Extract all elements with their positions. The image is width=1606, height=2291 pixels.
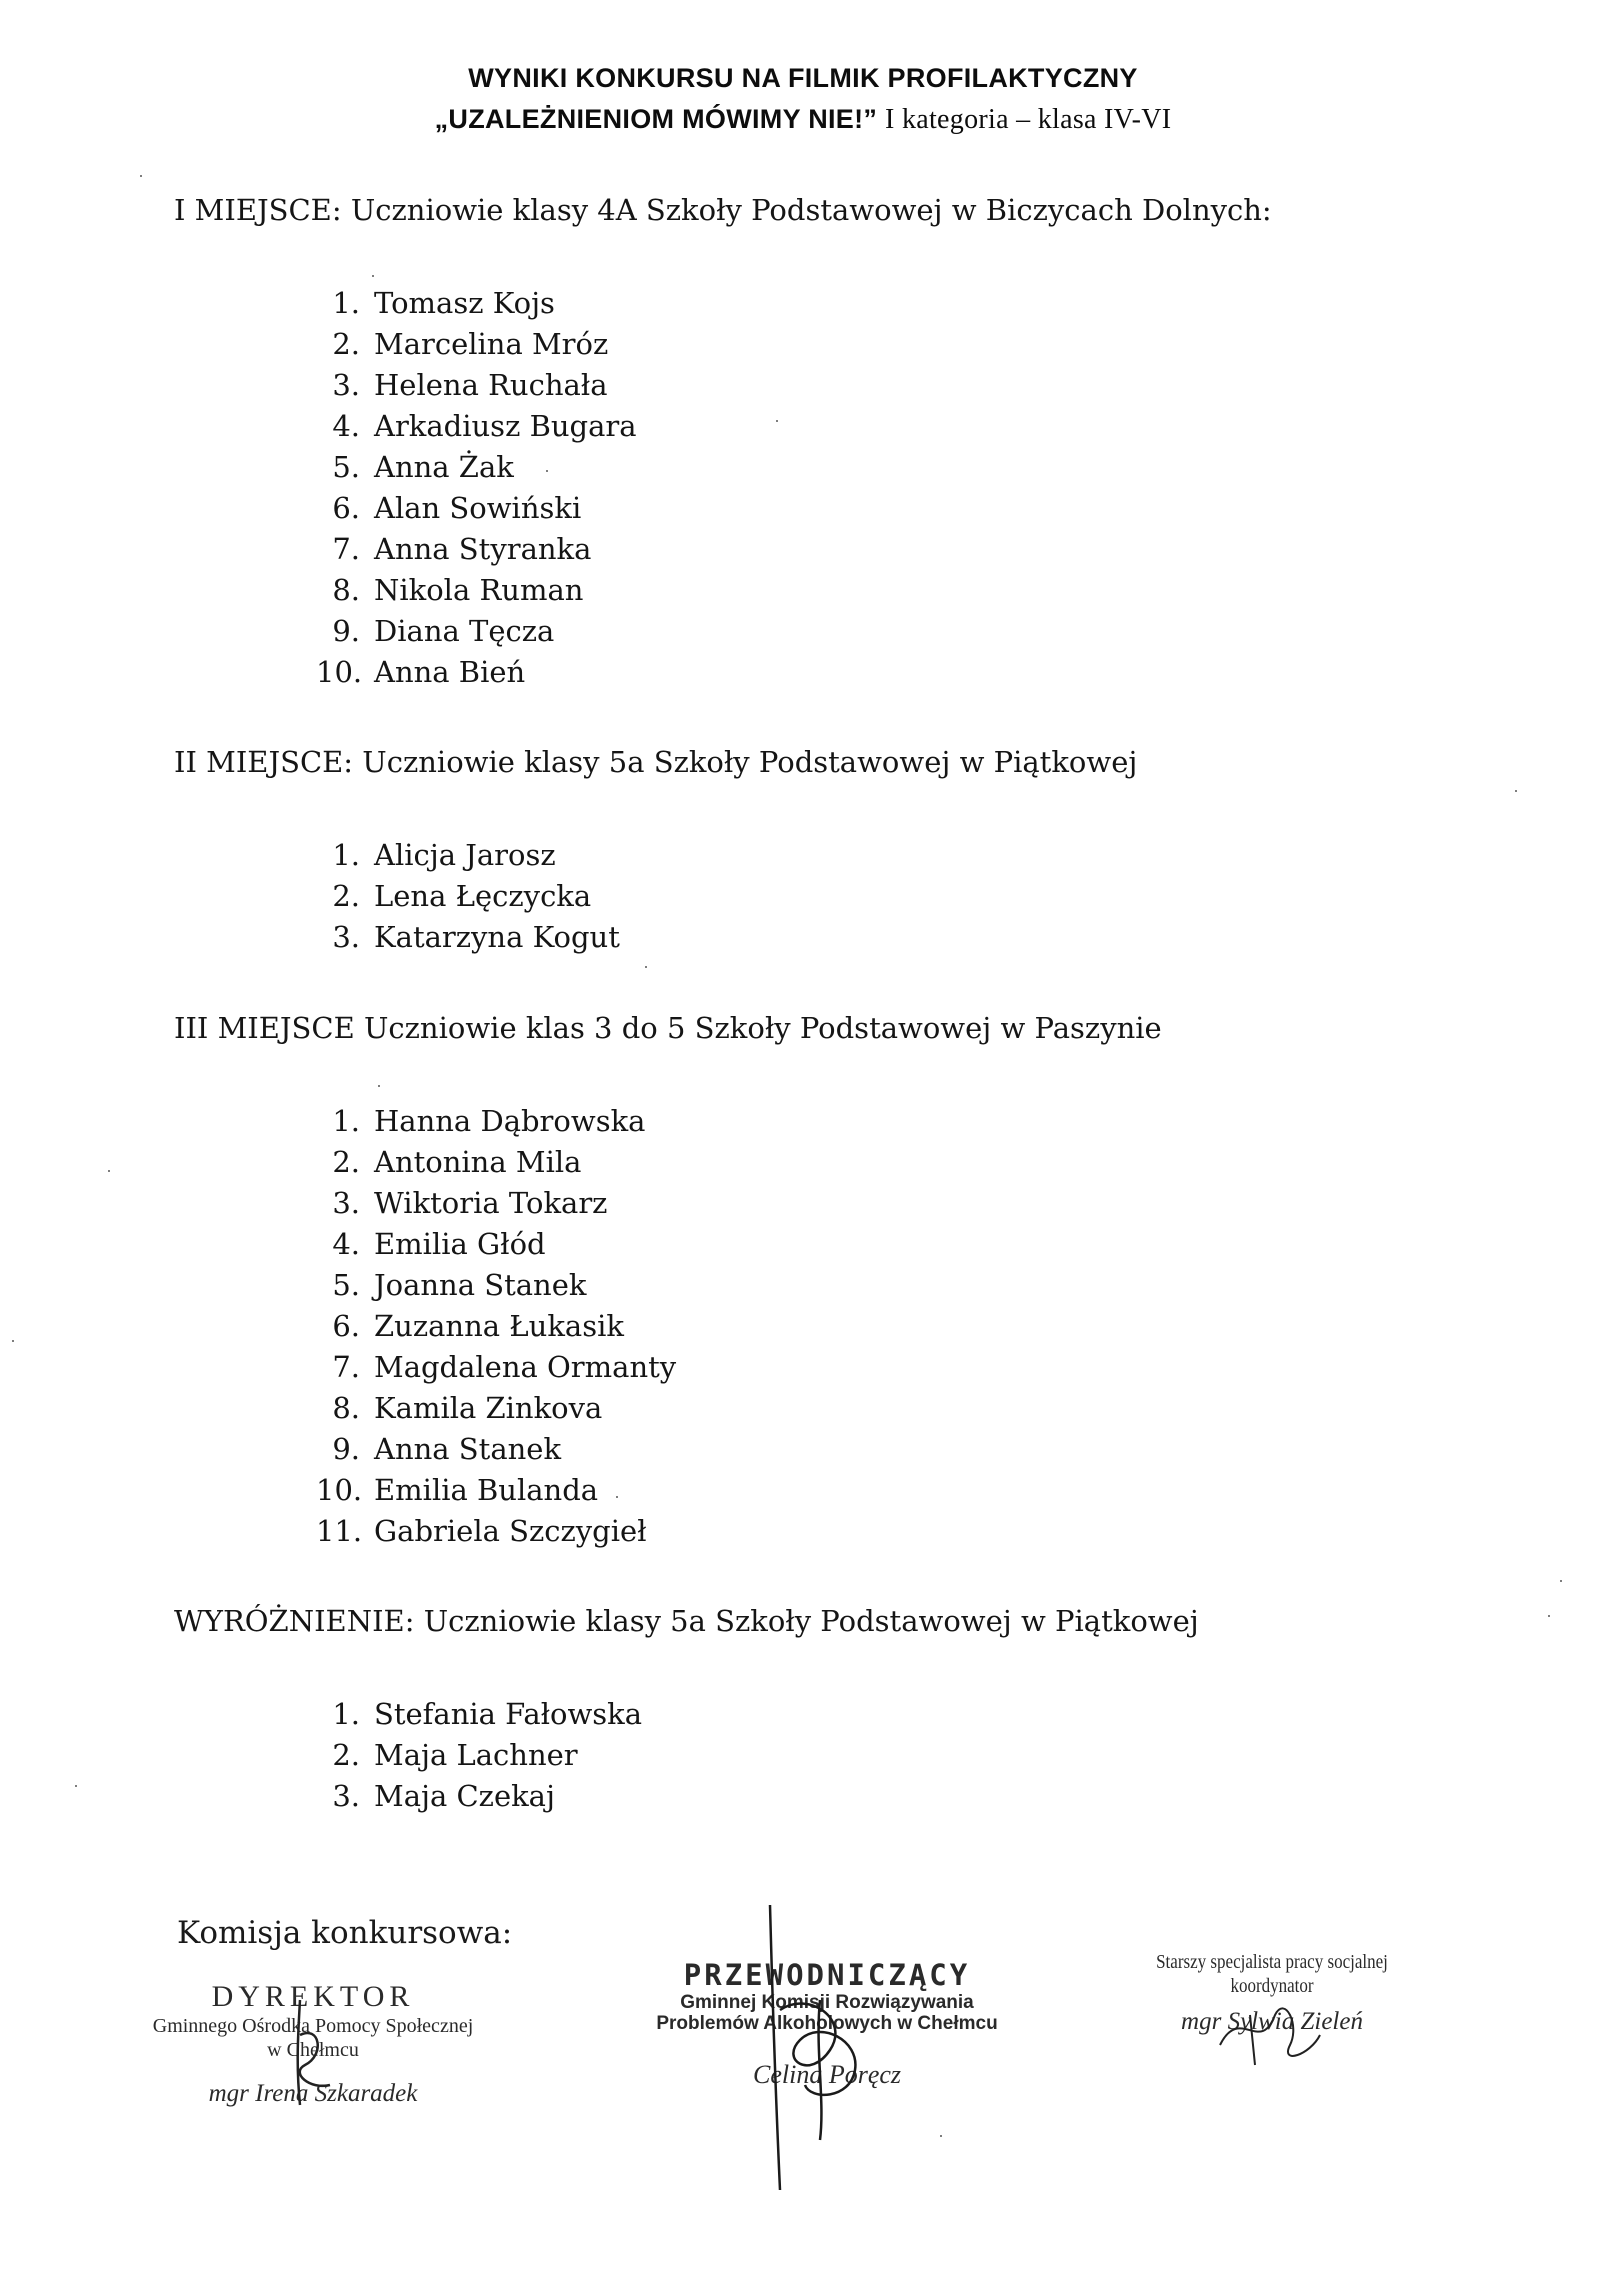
- student-name: Joanna Stanek: [374, 1268, 587, 1302]
- document-title-line-1: WYNIKI KONKURSU NA FILMIK PROFILAKTYCZNY: [468, 63, 1138, 93]
- student-name: Wiktoria Tokarz: [374, 1186, 608, 1220]
- chairman-stamp-title: PRZEWODNICZĄCY: [683, 1958, 971, 1992]
- list-item: [316, 488, 637, 529]
- list-item: [316, 1347, 676, 1388]
- list-number: 10.: [316, 1473, 363, 1507]
- list-number: 1.: [332, 1104, 360, 1138]
- commission-label: Komisja konkursowa:: [177, 1915, 513, 1951]
- student-name: Marcelina Mróz: [374, 327, 609, 361]
- category-label: I kategoria – klasa IV-VI: [885, 104, 1172, 135]
- director-stamp-line: Gminnego Ośrodka Pomocy Społecznej: [152, 2015, 474, 2037]
- list-item: [316, 1776, 642, 1817]
- director-stamp-title: DYREKTOR: [211, 1980, 415, 2013]
- list-item: [316, 652, 637, 693]
- list-item: [316, 917, 620, 958]
- second-place-heading: II MIEJSCE: Uczniowie klasy 5a Szkoły Podstawowej w Piątkowej: [174, 745, 1138, 779]
- list-number: 4.: [332, 409, 360, 443]
- list-number: 9.: [332, 1432, 360, 1466]
- list-number: 10.: [316, 655, 363, 689]
- third-place-section: [174, 1011, 1162, 1548]
- list-number: 3.: [332, 368, 360, 402]
- chairman-stamp: [612, 1958, 1042, 2090]
- second-place-section: [174, 745, 1138, 954]
- chairman-name: Celina Poręcz: [752, 2060, 902, 2089]
- student-name: Magdalena Ormanty: [374, 1350, 677, 1384]
- list-number: 2.: [332, 327, 360, 361]
- student-name: Tomasz Kojs: [374, 286, 555, 320]
- list-item: [316, 406, 637, 447]
- first-place-names: [316, 283, 637, 693]
- third-place-heading: III MIEJSCE Uczniowie klas 3 do 5 Szkoły Podstawowej w Paszynie: [174, 1011, 1162, 1045]
- list-item: [316, 1694, 642, 1735]
- student-name: Hanna Dąbrowska: [374, 1104, 646, 1138]
- student-name: Kamila Zinkova: [374, 1391, 603, 1425]
- list-number: 3.: [332, 1186, 360, 1220]
- list-number: 5.: [332, 1268, 360, 1302]
- list-item: [316, 1511, 676, 1552]
- list-item: [316, 1101, 676, 1142]
- student-name: Anna Żak: [374, 450, 514, 484]
- chairman-stamp-line: Problemów Alkoholowych w Chełmcu: [656, 2013, 998, 2034]
- list-item: [316, 1429, 676, 1470]
- student-name: Gabriela Szczygieł: [374, 1514, 647, 1548]
- list-item: [316, 1224, 676, 1265]
- student-name: Diana Tęcza: [374, 614, 555, 648]
- list-item: [316, 324, 637, 365]
- list-item: [316, 876, 620, 917]
- list-number: 2.: [332, 879, 360, 913]
- list-number: 1.: [332, 1697, 360, 1731]
- list-number: 9.: [332, 614, 360, 648]
- distinction-section: [174, 1604, 1199, 1813]
- director-name: mgr Irena Szkaradek: [208, 2080, 418, 2107]
- student-name: Anna Styranka: [374, 532, 592, 566]
- student-name: Stefania Fałowska: [374, 1697, 643, 1731]
- student-name: Maja Lachner: [374, 1738, 578, 1772]
- list-number: 8.: [332, 573, 360, 607]
- document-title-line-2: [0, 104, 1606, 136]
- student-name: Arkadiusz Bugara: [374, 409, 637, 443]
- list-item: [316, 1388, 676, 1429]
- list-item: [316, 611, 637, 652]
- chairman-stamp-line: Gminnej Komisji Rozwiązywania: [680, 1992, 974, 2013]
- student-name: Zuzanna Łukasik: [374, 1309, 624, 1343]
- student-name: Katarzyna Kogut: [374, 920, 620, 954]
- first-place-heading: I MIEJSCE: Uczniowie klasy 4A Szkoły Podstawowej w Biczycach Dolnych:: [174, 193, 1272, 227]
- list-item: [316, 1735, 642, 1776]
- list-item: [316, 283, 637, 324]
- list-number: 1.: [332, 838, 360, 872]
- list-number: 8.: [332, 1391, 360, 1425]
- list-item: [316, 1183, 676, 1224]
- campaign-slogan: „UZALEŻNIENIOM MÓWIMY NIE!”: [434, 104, 878, 134]
- list-item: [316, 835, 620, 876]
- list-item: [316, 570, 637, 611]
- specialist-stamp-line: koordynator: [1230, 1975, 1314, 1997]
- list-item: [316, 1470, 676, 1511]
- student-name: Maja Czekaj: [374, 1779, 555, 1813]
- list-number: 7.: [332, 1350, 360, 1384]
- specialist-stamp-line: Starszy specjalista pracy socjalnej: [1156, 1951, 1388, 1973]
- list-item: [316, 1306, 676, 1347]
- list-number: 3.: [332, 920, 360, 954]
- list-number: 1.: [332, 286, 360, 320]
- list-number: 2.: [332, 1145, 360, 1179]
- student-name: Helena Ruchała: [374, 368, 608, 402]
- student-name: Anna Stanek: [374, 1432, 562, 1466]
- list-number: 7.: [332, 532, 360, 566]
- third-place-names: [316, 1101, 676, 1552]
- list-number: 6.: [332, 1309, 360, 1343]
- list-number: 5.: [332, 450, 360, 484]
- list-number: 4.: [332, 1227, 360, 1261]
- list-number: 2.: [332, 1738, 360, 1772]
- director-stamp: [118, 1980, 508, 2108]
- student-name: Alan Sowiński: [374, 491, 582, 525]
- second-place-names: [316, 835, 620, 958]
- list-item: [316, 1142, 676, 1183]
- first-place-section: [174, 193, 1272, 689]
- specialist-name: mgr Sylwia Zieleń: [1181, 2008, 1363, 2035]
- list-item: [316, 1265, 676, 1306]
- list-item: [316, 529, 637, 570]
- list-item: [316, 365, 637, 406]
- specialist-stamp: [1112, 1950, 1432, 2036]
- list-item: [316, 447, 637, 488]
- student-name: Nikola Ruman: [374, 573, 584, 607]
- list-number: 11.: [316, 1514, 363, 1548]
- student-name: Lena Łęczycka: [374, 879, 592, 913]
- student-name: Emilia Bulanda: [374, 1473, 599, 1507]
- distinction-heading: WYRÓŻNIENIE: Uczniowie klasy 5a Szkoły Podstawowej w Piątkowej: [174, 1604, 1199, 1638]
- student-name: Alicja Jarosz: [374, 838, 556, 872]
- student-name: Emilia Głód: [374, 1227, 546, 1261]
- list-number: 3.: [332, 1779, 360, 1813]
- student-name: Antonina Mila: [374, 1145, 582, 1179]
- student-name: Anna Bień: [374, 655, 526, 689]
- list-number: 6.: [332, 491, 360, 525]
- director-stamp-line: w Chełmcu: [267, 2039, 359, 2061]
- distinction-names: [316, 1694, 642, 1817]
